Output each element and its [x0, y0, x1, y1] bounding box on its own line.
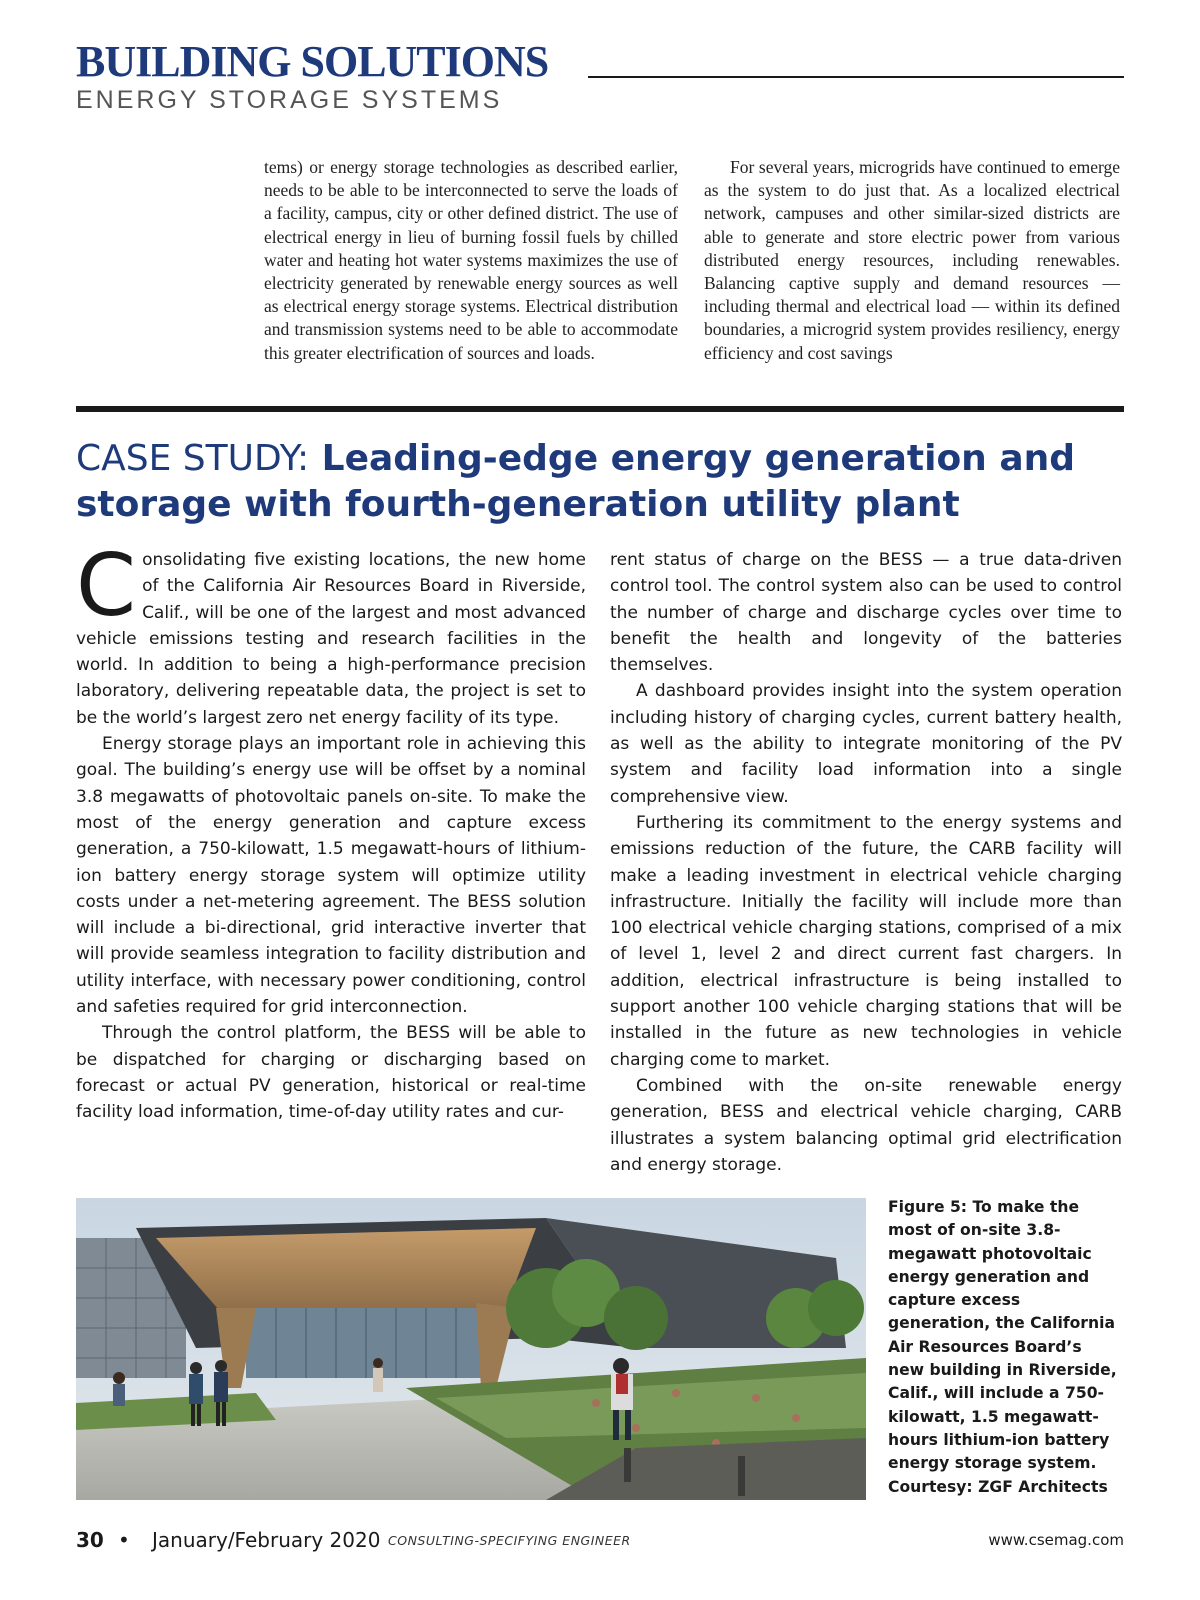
figure-caption: Figure 5: To make the most of on-site 3.8-megawatt photovoltaic energy generation and capture excess generation, the California Air Resources Board’s new building in Riverside, Calif., will include a 750-kilowatt, 1.5 megawatt-hours lithium-ion battery energy storage system. Courtesy: ZGF Architects	[888, 1198, 1117, 1496]
article-paragraph	[76, 536, 586, 731]
case-study-label: CASE STUDY:	[76, 438, 310, 479]
footer-bullet: •	[118, 1528, 130, 1552]
header-rule	[588, 76, 1124, 78]
section-divider	[76, 406, 1124, 412]
website-link[interactable]: www.csemag.com	[988, 1531, 1124, 1549]
issue-date: January/February 2020	[152, 1528, 381, 1552]
section-subtitle: ENERGY STORAGE SYSTEMS	[76, 86, 503, 114]
section-title: BUILDING SOLUTIONS	[76, 37, 549, 86]
page-number: 30	[76, 1528, 104, 1552]
case-study-headline	[76, 436, 1136, 528]
article-paragraph-text: onsolidating five existing locations, the new home of the California Air Resources Board in Riverside, Calif., will be one of the largest and most advanced vehicle emissions testing and research facilities in the world. In addition to being a high-performance precision laboratory, delivering repeatable data, the project is set to be the world’s largest zero net energy facility of its type.	[76, 550, 586, 728]
article-paragraph: A dashboard provides insight into the system operation including history of charging cycles, current battery health, as well as the ability to integrate monitoring of the PV system and facility load information into a single comprehensive view.	[610, 681, 1122, 807]
intro-paragraph: For several years, microgrids have continued to emerge as the system to do just that. As a localized electrical network, campuses and other similar-sized districts are able to generate and store electric power from various distributed energy resources, including renewables. Balancing captive supply and demand resources — including thermal and electrical load — within its defined boundaries, a microgrid system provides resiliency, energy efficiency and cost savings	[704, 157, 1120, 363]
intro-paragraph: tems) or energy storage technologies as described earlier, needs to be able to be interconnected to serve the loads of a facility, campus, city or other defined district. The use of electrical energy in lieu of burning fossil fuels by chilled water and heating hot water systems maximizes the use of electricity generated by renewable energy sources as well as electrical energy storage systems. Electrical distribution and transmission systems need to be able to accommodate this greater electrification of sources and loads.	[264, 157, 678, 363]
article-column-left	[76, 536, 586, 1126]
magazine-name: CONSULTING-SPECIFYING ENGINEER	[388, 1533, 631, 1548]
case-study-title: Leading-edge energy generation and storage with fourth-generation utility plant	[76, 438, 1076, 525]
page-footer	[76, 1528, 1124, 1558]
building-rendering-photo	[76, 1198, 866, 1500]
article-paragraph: rent status of charge on the BESS — a true data-driven control tool. The control system also can be used to control the number of charge and discharge cycles over time to benefit the health and longevity of the batteries themselves.	[610, 550, 1122, 676]
article-paragraph: Through the control platform, the BESS will be able to be dispatched for charging or discharging based on forecast or actual PV generation, historical or real-time facility load information, time-of-day utility rates and cur-	[76, 1023, 586, 1123]
article-paragraph: Furthering its commitment to the energy systems and emissions reduction of the future, the CARB facility will make a leading investment in electrical vehicle charging infrastructure. Initially the facility will include more than 100 electrical vehicle charging stations, comprised of a mix of level 1, level 2 and direct current fast chargers. In addition, electrical infrastructure is being installed to support another 100 vehicle charging stations that will be installed in the future as new technologies in vehicle charging come to market.	[610, 812, 1122, 1070]
intro-column-left	[264, 156, 678, 365]
article-paragraph: Energy storage plays an important role in achieving this goal. The building’s energy use will be offset by a nominal 3.8 megawatts of photovoltaic panels on-site. To make the most of the energy generation and capture excess generation, a 750-kilowatt, 1.5 megawatt-hours of lithium-ion battery energy storage system will optimize utility costs under a net-metering agreement. The BESS solution will include a bi-directional, grid interactive inverter that will provide seamless integration to facility distribution and utility interface, with necessary power conditioning, control and safeties required for grid interconnection.	[76, 734, 586, 1018]
article-paragraph: Combined with the on-site renewable energy generation, BESS and electrical vehicle charging, CARB illustrates a system balancing optimal grid electrification and energy storage.	[610, 1075, 1122, 1175]
intro-column-right	[704, 156, 1120, 365]
article-column-right	[610, 547, 1122, 1178]
drop-cap: C	[76, 536, 137, 636]
